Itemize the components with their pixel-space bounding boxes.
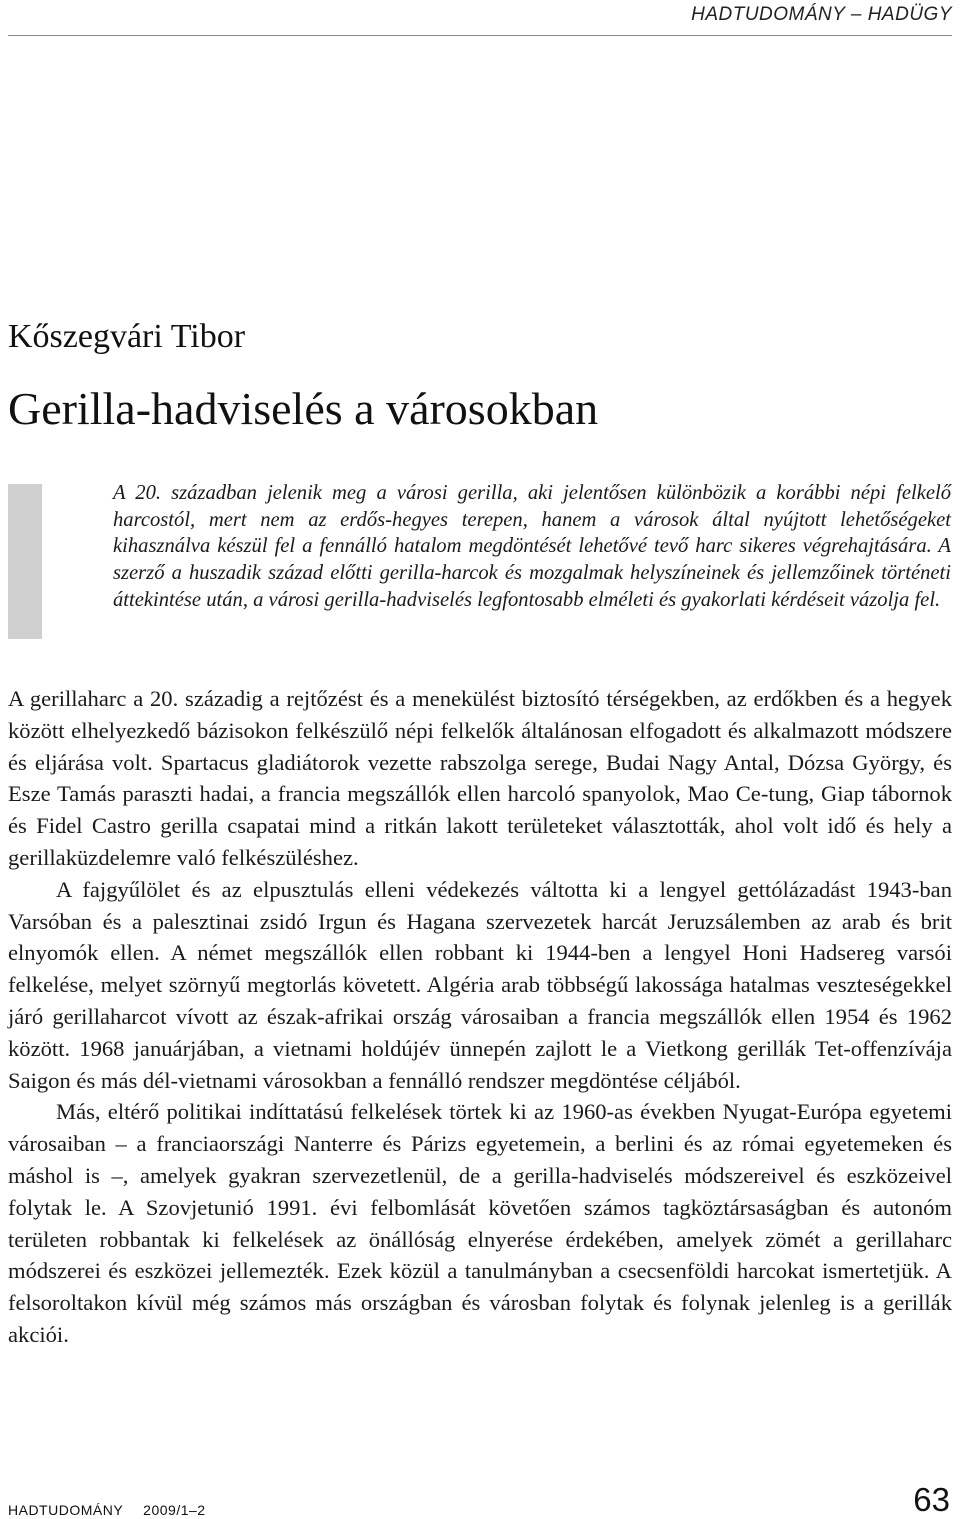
page-number: 63 bbox=[913, 1481, 950, 1518]
footer-journal-info bbox=[8, 1502, 206, 1518]
article-author: Kőszegvári Tibor bbox=[8, 318, 246, 355]
body-paragraph: A gerillaharc a 20. századig a rejtőzést és a menekülést biztosító térségekben, az erdőkben és a hegyek között elhelyezkedő bázisokon felkészülő népi felkelők általánosan elfogadott és alkalmazott módszere és eljárása volt. Spartacus gladiátorok vezette rabszolga serege, Budai Nagy Antal, Dózsa György, és Esze Tamás paraszti hadai, a francia megszállók ellen harcoló spanyolok, Mao Ce-tung, Giap tábornok és Fidel Castro gerilla csapatai mind a ritkán lakott területeket választották, ahol volt idő és hely a gerillaküzdelemre való felkészüléshez. bbox=[8, 686, 952, 870]
abstract-marker-block bbox=[8, 484, 42, 639]
article-title: Gerilla-hadviselés a városokban bbox=[8, 383, 599, 434]
running-header: HADTUDOMÁNY – HADÜGY bbox=[691, 4, 952, 25]
article-body bbox=[8, 683, 952, 1351]
header-divider bbox=[8, 35, 952, 36]
body-paragraph: Más, eltérő politikai indíttatású felkelések törtek ki az 1960-as években Nyugat-Európa egyetemi városaiban – a franciaországi Nanterre és Párizs egyetemein, a berlini és az római egyetemeken és máshol is –, amelyek gyakran szervezetlenül, de a gerilla-hadviselés módszereivel és eszközeivel folytak le. A Szovjetunió 1991. évi felbomlását követően számos tagköztársaságban és autonóm területen robbantak ki felkelések az önállóság elnyerése érdekében, amelyek zömét a gerillaharc módszerei és eszközei jellemezték. Ezek közül a tanulmányban a csecsenföldi harcokat ismertetjük. A felsoroltakon kívül még számos más országban és városban folytak és folynak jelenleg is a gerillák akciói. bbox=[8, 1099, 952, 1347]
footer-issue-number: 2009/1–2 bbox=[143, 1502, 206, 1518]
footer-journal-name: HADTUDOMÁNY bbox=[8, 1502, 124, 1518]
article-abstract: A 20. században jelenik meg a városi gerilla, aki jelentősen különbözik a korábbi népi felkelő harcostól, mert nem az erdős-hegyes terepen, hanem a városok által nyújtott lehetőségeket kihasználva készül fel a fennálló hatalom megdöntését lehetővé tevő harc sikeres végrehajtására. A szerző a huszadik század előtti gerilla-harcok és mozgalmak helyszíneinek és jellemzőinek történeti áttekintése után, a városi gerilla-hadviselés legfontosabb elméleti és gyakorlati kérdéseit vázolja fel. bbox=[113, 482, 951, 611]
body-paragraph: A fajgyűlölet és az elpusztulás elleni védekezés váltotta ki a lengyel gettólázadást 1943-ban Varsóban és a palesztinai zsidó Irgun és Hagana szervezetek harcát Jeruzsálemben az arab és brit elnyomók ellen. A német megszállók ellen robbant ki 1944-ben a lengyel Honi Hadsereg varsói felkelése, melyet szörnyű megtorlás követett. Algéria arab többségű lakossága hatalmas veszteségekkel járó gerillaharcot vívott az észak-afrikai ország városaiban a francia megszállók ellen 1954 és 1962 között. 1968 januárjában, a vietnami holdújév ünnepén zajlott le a Vietkong gerillák Tet-offenzívája Saigon és más dél-vietnami városokban a fennálló rendszer megdöntése céljából. bbox=[8, 876, 952, 1093]
